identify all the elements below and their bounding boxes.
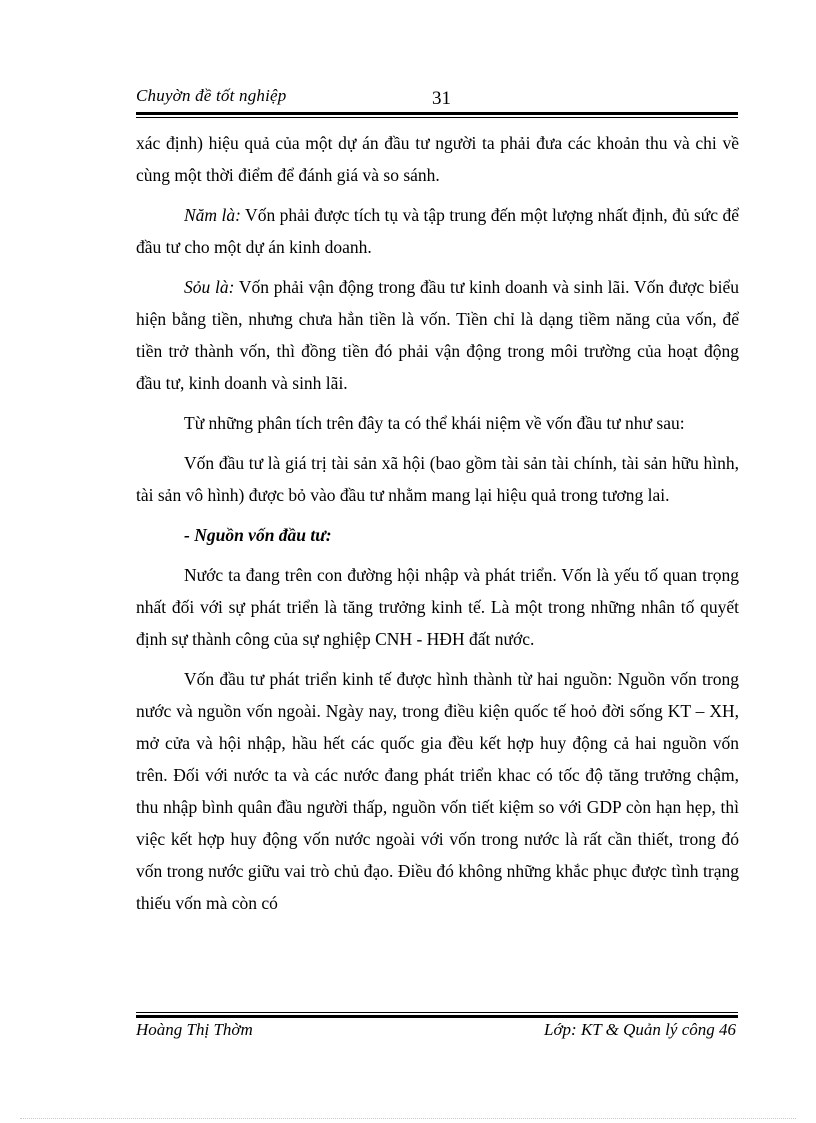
paragraph: Vốn đầu tư là giá trị tài sản xã hội (bao gồm tài sản tài chính, tài sản hữu hình, tài sản vô hình) được bỏ vào đầu tư nhằm mang lại hiệu quả trong tương lai. [136,453,739,505]
page-edge-divider [20,1118,796,1119]
page-header-title: Chuyờn đề tốt nghiệp [136,86,287,105]
paragraph [136,271,739,399]
page-number: 31 [432,88,451,109]
footer-class: Lớp: KT & Quản lý công 46 [544,1020,736,1039]
header-rule [136,112,738,118]
paragraph: xác định) hiệu quả của một dự án đầu tư người ta phải đưa các khoản thu và chi về cùng một thời điểm để đánh giá và so sánh. [136,133,739,185]
paragraph: Từ những phân tích trên đây ta có thể khái niệm về vốn đầu tư như sau: [184,413,685,433]
paragraph: Nước ta đang trên con đường hội nhập và phát triển. Vốn là yếu tố quan trọng nhất đối với sự phát triển là tăng trưởng kinh tế. Là một trong những nhân tố quyết định sự thành công của sự nghiệp CNH - HĐH đất nước. [136,565,739,649]
footer-rule [136,1012,738,1018]
paragraph [136,199,739,263]
paragraph-lead: Sỏu là: [184,277,235,297]
body-text [136,127,739,927]
paragraph-lead: Năm là: [184,205,241,225]
paragraph: Vốn đầu tư phát triển kinh tế được hình thành từ hai nguồn: Nguồn vốn trong nước và nguồn vốn ngoài. Ngày nay, trong điều kiện quốc tế hoỏ đời sống KT – XH, mở cửa và hội nhập, hầu hết các quốc gia đều kết hợp huy động cả hai nguồn vốn trên. Đối với nước ta và các nước đang phát triển khac có tốc độ tăng trưởng chậm, thu nhập bình quân đầu người thấp, nguồn vốn tiết kiệm so với GDP còn hạn hẹp, thì việc kết hợp huy động vốn nước ngoài với vốn trong nước là rất cần thiết, trong đó vốn trong nước giữu vai trò chủ đạo. Điều đó không những khắc phục được tình trạng thiếu vốn mà còn có [136,669,739,913]
section-heading: - Nguồn vốn đầu tư: [184,525,332,545]
paragraph-body: Vốn phải được tích tụ và tập trung đến một lượng nhất định, đủ sức để đầu tư cho một dự án kinh doanh. [136,205,740,257]
paragraph-body: Vốn phải vận động trong đầu tư kinh doanh và sinh lãi. Vốn được biểu hiện bằng tiền, nhưng chưa hẳn tiền là vốn. Tiền chỉ là dạng tiềm năng của vốn, để tiền trở thành vốn, thì đồng tiền đó phải vận động trong môi trường của hoạt động đầu tư, kinh doanh và sinh lãi. [136,277,739,393]
footer-author: Hoàng Thị Thờm [136,1020,253,1039]
